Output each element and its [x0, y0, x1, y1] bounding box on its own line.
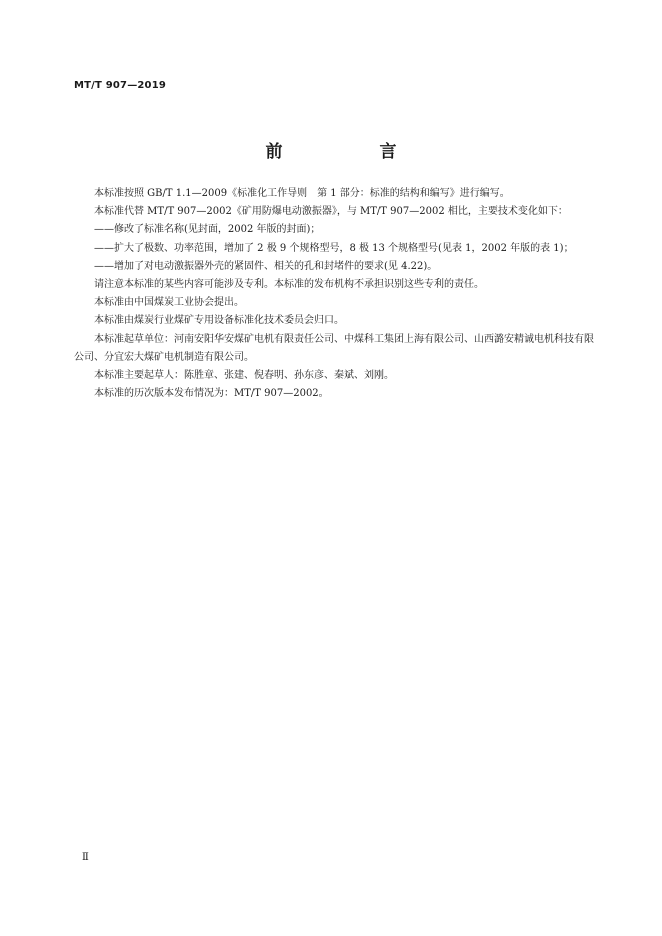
- paragraph-drafting-units: 本标准起草单位：河南安阳华安煤矿电机有限责任公司、中煤科工集团上海有限公司、山西潞安精诚电机科技有限公司、分宜宏大煤矿电机制造有限公司。: [74, 333, 594, 363]
- paragraph-drafting-rules: 本标准按照 GB/T 1.1—2009《标准化工作导则 第 1 部分：标准的结构和编写》进行编写。: [94, 188, 510, 199]
- page-title: 前 言: [265, 142, 437, 162]
- paragraph-proposer: 本标准由中国煤炭工业协会提出。: [94, 297, 244, 309]
- document-code-header: MT/T 907—2019: [74, 80, 167, 91]
- paragraph-technical-committee: 本标准由煤炭行业煤矿专用设备标准化技术委员会归口。: [94, 315, 344, 327]
- change-item-name: ——修改了标准名称(见封面，2002 年版的封面)；: [94, 224, 321, 236]
- change-item-enclosure: ——增加了对电动激振器外壳的紧固件、相关的孔和封堵件的要求(见 4.22)。: [94, 260, 438, 272]
- paragraph-drafters: 本标准主要起草人：陈胜章、张建、倪春明、孙东彦、秦斌、刘刚。: [94, 370, 394, 382]
- change-item-range: ——扩大了极数、功率范围，增加了 2 极 9 个规格型号，8 极 13 个规格型号(见表 1，2002 年版的表 1)；: [94, 242, 574, 254]
- paragraph-replacement-statement: 本标准代替 MT/T 907—2002《矿用防爆电动激振器》，与 MT/T 907—2002 相比，主要技术变化如下：: [94, 206, 568, 218]
- paragraph-patent-notice: 请注意本标准的某些内容可能涉及专利。本标准的发布机构不承担识别这些专利的责任。: [94, 279, 484, 291]
- paragraph-edition-history: 本标准的历次版本发布情况为：MT/T 907—2002。: [94, 388, 329, 400]
- page-number: Ⅱ: [82, 852, 89, 863]
- foreword-body: [74, 185, 594, 403]
